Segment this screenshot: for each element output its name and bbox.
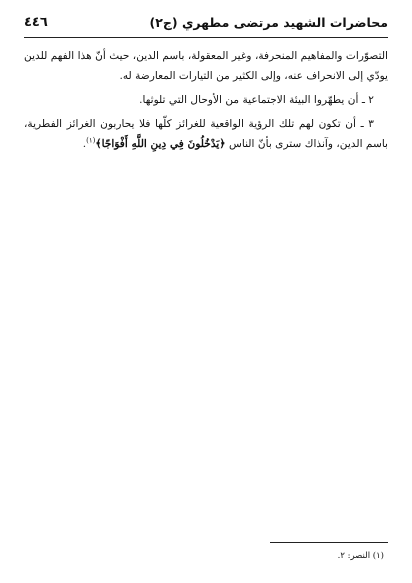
footnote: (١) النصر: ٢. xyxy=(337,551,384,561)
header-rule xyxy=(24,37,388,38)
paragraph-continuation: التصوّرات والمفاهيم المنحرفة، وغير المعقولة، باسم الدين، حيث أنّ هذا الفهم للدين يودّي إلى الانحراف عنه، وإلى الكثير من التيارات المعارضة له. xyxy=(24,50,388,82)
footnote-rule xyxy=(270,542,388,543)
list-item-2: ٢ ـ أن يطهّروا البيئة الاجتماعية من الأوحال التي تلوثها. xyxy=(139,94,374,106)
quran-verse: ﴿يَدْخُلُونَ فِي دِينِ اللَّهِ أَفْوَاجًا﴾ xyxy=(95,138,226,150)
running-header xyxy=(24,12,388,32)
page-number: ٤٤٦ xyxy=(24,14,48,30)
running-title: محاضرات الشهيد مرتضى مطهري (ج٢) xyxy=(149,14,388,30)
footnote-reference: (١) xyxy=(86,136,96,145)
list-item-3 xyxy=(24,114,388,154)
body-text xyxy=(24,46,388,158)
sentence-end: . xyxy=(82,138,87,150)
list-item-3-text: ٣ ـ أن تكون لهم تلك الرؤية الواقعية للغرائز كلّها فلا يحاربون الغرائز الفطرية، باسم الدين، وآنذاك سترى بأنّ الناس xyxy=(24,118,388,150)
